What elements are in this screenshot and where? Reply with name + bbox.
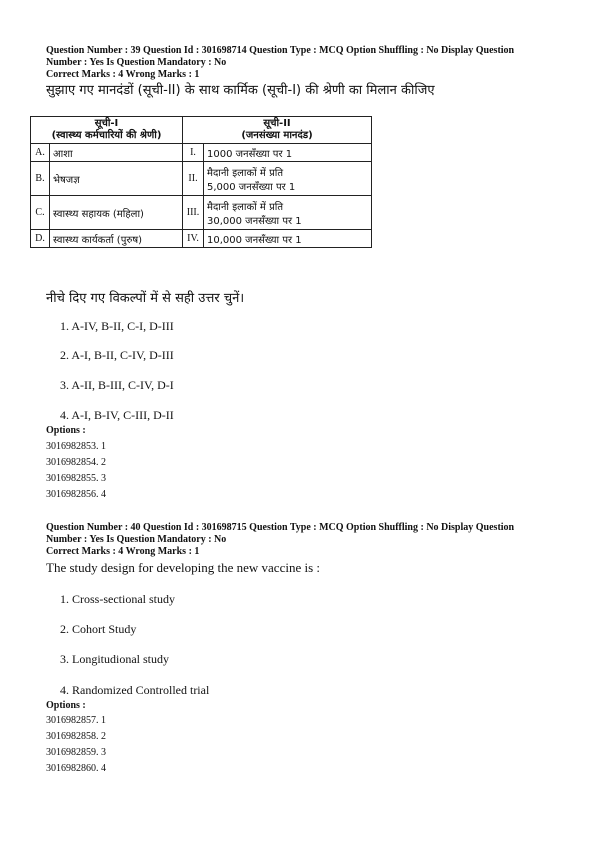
row-right-line2: 30,000 जनसँख्या पर 1 xyxy=(207,215,302,227)
choice-4: 4. Randomized Controlled trial xyxy=(60,683,210,697)
question-stem: सुझाए गए मानदंडों (सूची-II) के साथ कार्मिक (सूची-I) की श्रेणी का मिलान कीजिए xyxy=(46,83,435,98)
row-roman: IV. xyxy=(183,230,204,248)
instruction-text xyxy=(46,290,556,307)
option-id: 3016982860. 4 xyxy=(46,763,106,774)
row-key: C. xyxy=(31,196,50,230)
question-marks: Correct Marks : 4 Wrong Marks : 1 xyxy=(46,546,200,557)
row-left: स्वास्थ्य सहायक (महिला) xyxy=(50,196,183,230)
options-label: Options : xyxy=(46,425,86,436)
row-right-line1: 10,000 जनसँख्या पर 1 xyxy=(207,234,302,246)
question-meta-line1: Question Number : 39 Question Id : 301698714 Question Type : MCQ Option Shuffling : No Display Question xyxy=(46,45,515,56)
table-row xyxy=(31,196,372,230)
row-right-line1: मैदानी इलाकों में प्रति xyxy=(207,167,284,179)
list-1-title: सूची-I xyxy=(94,118,119,129)
list-1-header xyxy=(31,117,183,144)
row-roman: III. xyxy=(183,196,204,230)
choice-1: 1. A-IV, B-II, C-I, D-III xyxy=(60,319,174,333)
list-2-title: सूची-II xyxy=(263,118,291,129)
table-row xyxy=(31,162,372,196)
row-right xyxy=(204,162,372,196)
row-roman: II. xyxy=(183,162,204,196)
option-id: 3016982858. 2 xyxy=(46,731,106,742)
row-right-line1: 1000 जनसँख्या पर 1 xyxy=(207,148,293,160)
row-left: आशा xyxy=(50,144,183,162)
choice-1: 1. Cross-sectional study xyxy=(60,592,175,606)
row-key: A. xyxy=(31,144,50,162)
question-meta-line1: Question Number : 40 Question Id : 301698715 Question Type : MCQ Option Shuffling : No Display Question xyxy=(46,522,515,533)
instruction: नीचे दिए गए विकल्पों में से सही उत्तर चुनें। xyxy=(46,291,245,306)
option-id: 3016982859. 3 xyxy=(46,747,106,758)
question-meta-line2: Number : Yes Is Question Mandatory : No xyxy=(46,534,227,545)
row-key: D. xyxy=(31,230,50,248)
option-id: 3016982855. 3 xyxy=(46,473,106,484)
list-2-header xyxy=(183,117,372,144)
option-id: 3016982857. 1 xyxy=(46,715,106,726)
choice-2: 2. Cohort Study xyxy=(60,622,137,636)
option-id: 3016982854. 2 xyxy=(46,457,106,468)
option-id: 3016982856. 4 xyxy=(46,489,106,500)
row-roman: I. xyxy=(183,144,204,162)
options-label: Options : xyxy=(46,700,86,711)
choice-4: 4. A-I, B-IV, C-III, D-II xyxy=(60,408,174,422)
match-table xyxy=(30,116,372,248)
table-row xyxy=(31,144,372,162)
question-stem: The study design for developing the new vaccine is : xyxy=(46,560,321,575)
choice-3: 3. A-II, B-III, C-IV, D-I xyxy=(60,378,174,392)
question-meta-line2: Number : Yes Is Question Mandatory : No xyxy=(46,57,227,68)
option-id: 3016982853. 1 xyxy=(46,441,106,452)
list-1-subtitle: (स्वास्थ्य कर्मचारियों की श्रेणी) xyxy=(51,130,162,141)
row-key: B. xyxy=(31,162,50,196)
row-left: स्वास्थ्य कार्यकर्ता (पुरुष) xyxy=(50,230,183,248)
question-40 xyxy=(46,522,556,774)
row-right xyxy=(204,144,372,162)
table-row xyxy=(31,230,372,248)
row-left: भेषजज्ञ xyxy=(50,162,183,196)
list-2-subtitle: (जनसंख्या मानदंड) xyxy=(241,130,313,141)
choice-2: 2. A-I, B-II, C-IV, D-III xyxy=(60,348,174,362)
question-39 xyxy=(46,45,556,99)
row-right-line2: 5,000 जनसँख्या पर 1 xyxy=(207,181,296,193)
row-right xyxy=(204,196,372,230)
row-right xyxy=(204,230,372,248)
choice-3: 3. Longitudional study xyxy=(60,652,169,666)
table-header-row xyxy=(31,117,372,144)
question-marks: Correct Marks : 4 Wrong Marks : 1 xyxy=(46,69,200,80)
q39-answer-block xyxy=(46,289,556,500)
row-right-line1: मैदानी इलाकों में प्रति xyxy=(207,201,284,213)
